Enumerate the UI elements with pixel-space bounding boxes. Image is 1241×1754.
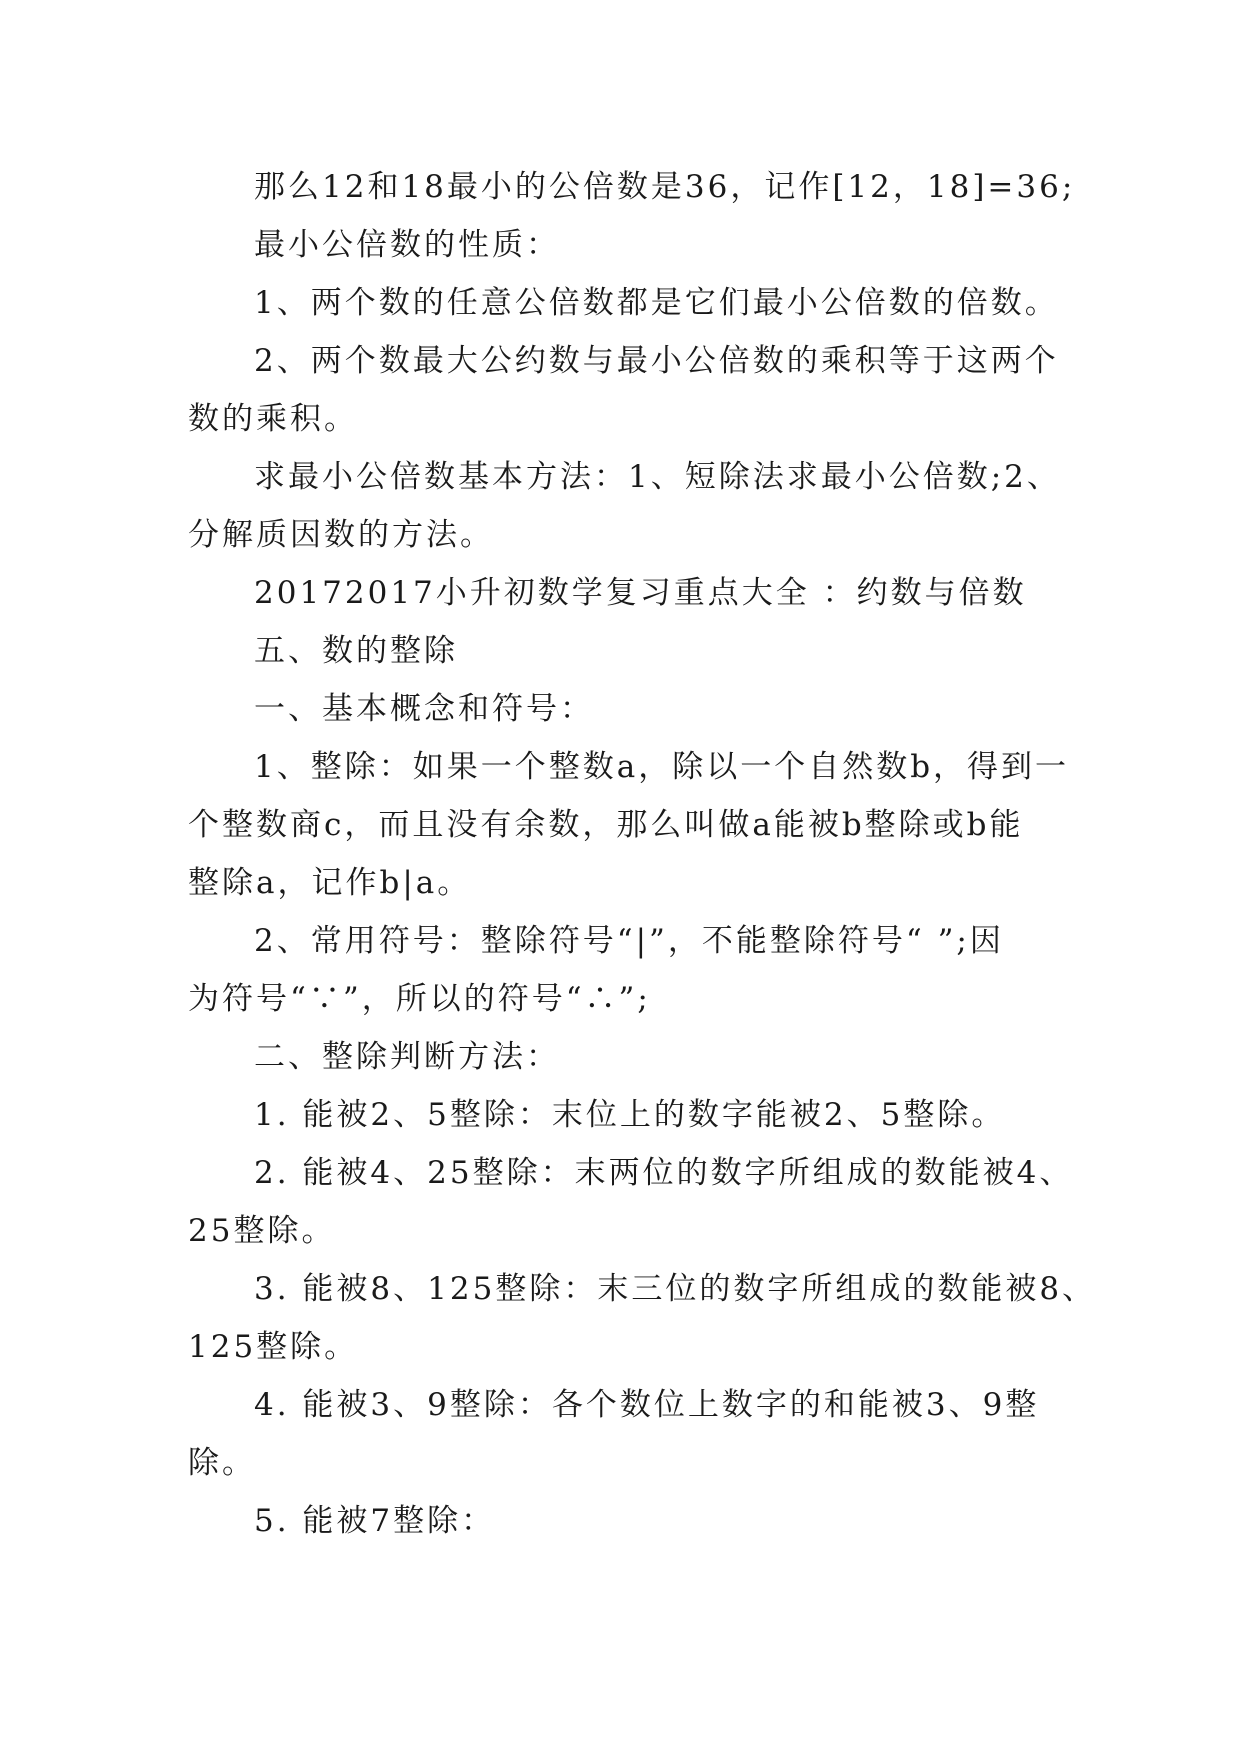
paragraph-continuation-line: 整除a，记作b|a。 <box>188 865 472 901</box>
paragraph-line: 3. 能被8、125整除：末三位的数字所组成的数能被8、 <box>254 1271 1097 1307</box>
paragraph-continuation-line: 为符号“∵”，所以的符号“∴”; <box>188 981 651 1017</box>
paragraph-continuation-line: 25整除。 <box>188 1213 336 1249</box>
paragraph-continuation-line: 除。 <box>188 1445 256 1481</box>
paragraph-line: 5. 能被7整除： <box>254 1503 496 1539</box>
document-body <box>188 158 1097 1550</box>
paragraph-line: 4. 能被3、9整除：各个数位上数字的和能被3、9整 <box>254 1387 1040 1423</box>
paragraph-line: 1、两个数的任意公倍数都是它们最小公倍数的倍数。 <box>254 285 1059 321</box>
paragraph-line: 2、两个数最大公约数与最小公倍数的乘积等于这两个 <box>254 343 1059 379</box>
paragraph-line: 2. 能被4、25整除：末两位的数字所组成的数能被4、 <box>254 1155 1074 1191</box>
paragraph-line: 二、整除判断方法： <box>254 1039 560 1075</box>
paragraph-line: 1、整除：如果一个整数a，除以一个自然数b，得到一 <box>254 749 1070 785</box>
paragraph-line: 五、数的整除 <box>254 633 458 669</box>
paragraph-continuation-line: 个整数商c，而且没有余数，那么叫做a能被b整除或b能 <box>188 807 1024 843</box>
paragraph-continuation-line: 分解质因数的方法。 <box>188 517 494 553</box>
paragraph-line: 一、基本概念和符号： <box>254 691 594 727</box>
paragraph-line: 2、常用符号：整除符号“|”，不能整除符号“ ”;因 <box>254 923 1004 959</box>
paragraph-line: 那么12和18最小的公倍数是36，记作[12，18]=36; <box>254 169 1076 205</box>
paragraph-continuation-line: 数的乘积。 <box>188 401 358 437</box>
paragraph-line: 最小公倍数的性质： <box>254 227 560 263</box>
paragraph-line: 求最小公倍数基本方法：1、短除法求最小公倍数;2、 <box>254 459 1061 495</box>
paragraph-line: 20172017小升初数学复习重点大全 ：约数与倍数 <box>254 575 1027 611</box>
paragraph-continuation-line: 125整除。 <box>188 1329 359 1365</box>
paragraph-line: 1. 能被2、5整除：末位上的数字能被2、5整除。 <box>254 1097 1006 1133</box>
